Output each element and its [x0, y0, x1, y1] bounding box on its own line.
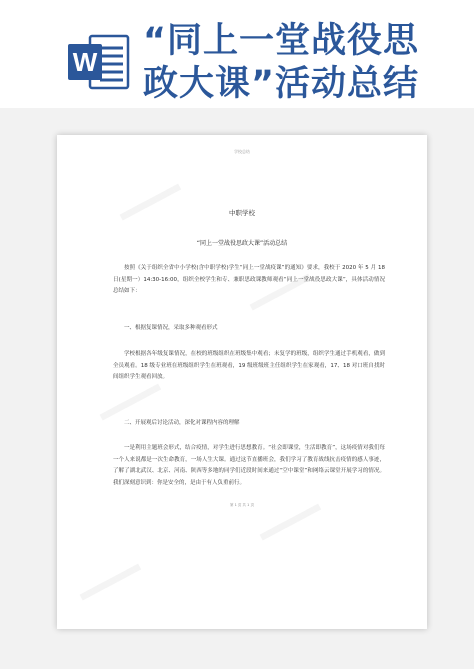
document-page [57, 135, 427, 629]
watermark: ■■■■■■■■■■ [97, 380, 163, 423]
intro-paragraph: 按照《关于组织全省中小学校(含中职学校)学生“同上一堂战疫课”的通知》要求，我校于 2020 年 5 月 18 日(星期一）14:30-16:00，组织全校学生和专、兼职思政课教师观看“同上一堂战役思政大课”，具体活动情况总结如下： [113, 265, 385, 294]
page-number: 第 1 页 共 1 页 [229, 503, 255, 507]
document-subtitle: “同上一堂战役思政大课”活动总结 [196, 240, 288, 247]
watermark: ■■■■■■■■■■ [257, 500, 323, 543]
watermark: ■■■■■■■■■■ [77, 560, 143, 603]
section-1-heading: 一、根据复课情况，采取多种观看形式 [124, 325, 218, 331]
banner [0, 0, 474, 108]
banner-title [143, 20, 419, 106]
watermark: ■■■■■■■■■■ [117, 180, 183, 223]
banner-title-line-2: 政大课”活动总结 [143, 64, 420, 104]
running-header: 学校总结 [234, 149, 250, 154]
word-logo-letter: W [72, 47, 98, 77]
banner-title-line-1: “同上一堂战役思 [143, 21, 420, 61]
section-2-heading: 二、开展观后讨论活动，深化对课程内容的理解 [124, 420, 240, 426]
document-title: 中职学校 [229, 209, 255, 217]
watermark: ■■■■■■■■■■ [247, 270, 313, 313]
section-2-paragraph: 一是利用主题班会形式，结合疫情，对学生进行思想教育。“社会即课堂，生活即教育”，这场疫情对我们每一个人来说都是一次生命教育，一场人生大课。通过这节直播班会，我们学习了教育战线抗击疫情的感人事迹，了解了湖北武汉、北京、河南、陕西等多地的同学们近段时间来通过“空中课堂”和网络云课堂开展学习的情况。我们深刻意识到：你是安全的，是由于有人负重前行。 [113, 445, 385, 486]
word-document-icon [68, 34, 130, 90]
section-1-paragraph: 学校根据各年级复课情况，在校的班级组织在班级集中观看；未复学的班级，组织学生通过手机观看，做到全员观看。18 级专业班在班级组织学生在班观看，19 级班级班主任组织学生在家观看，17、18 对口班自找时间组织学生观看回放。 [113, 351, 385, 380]
